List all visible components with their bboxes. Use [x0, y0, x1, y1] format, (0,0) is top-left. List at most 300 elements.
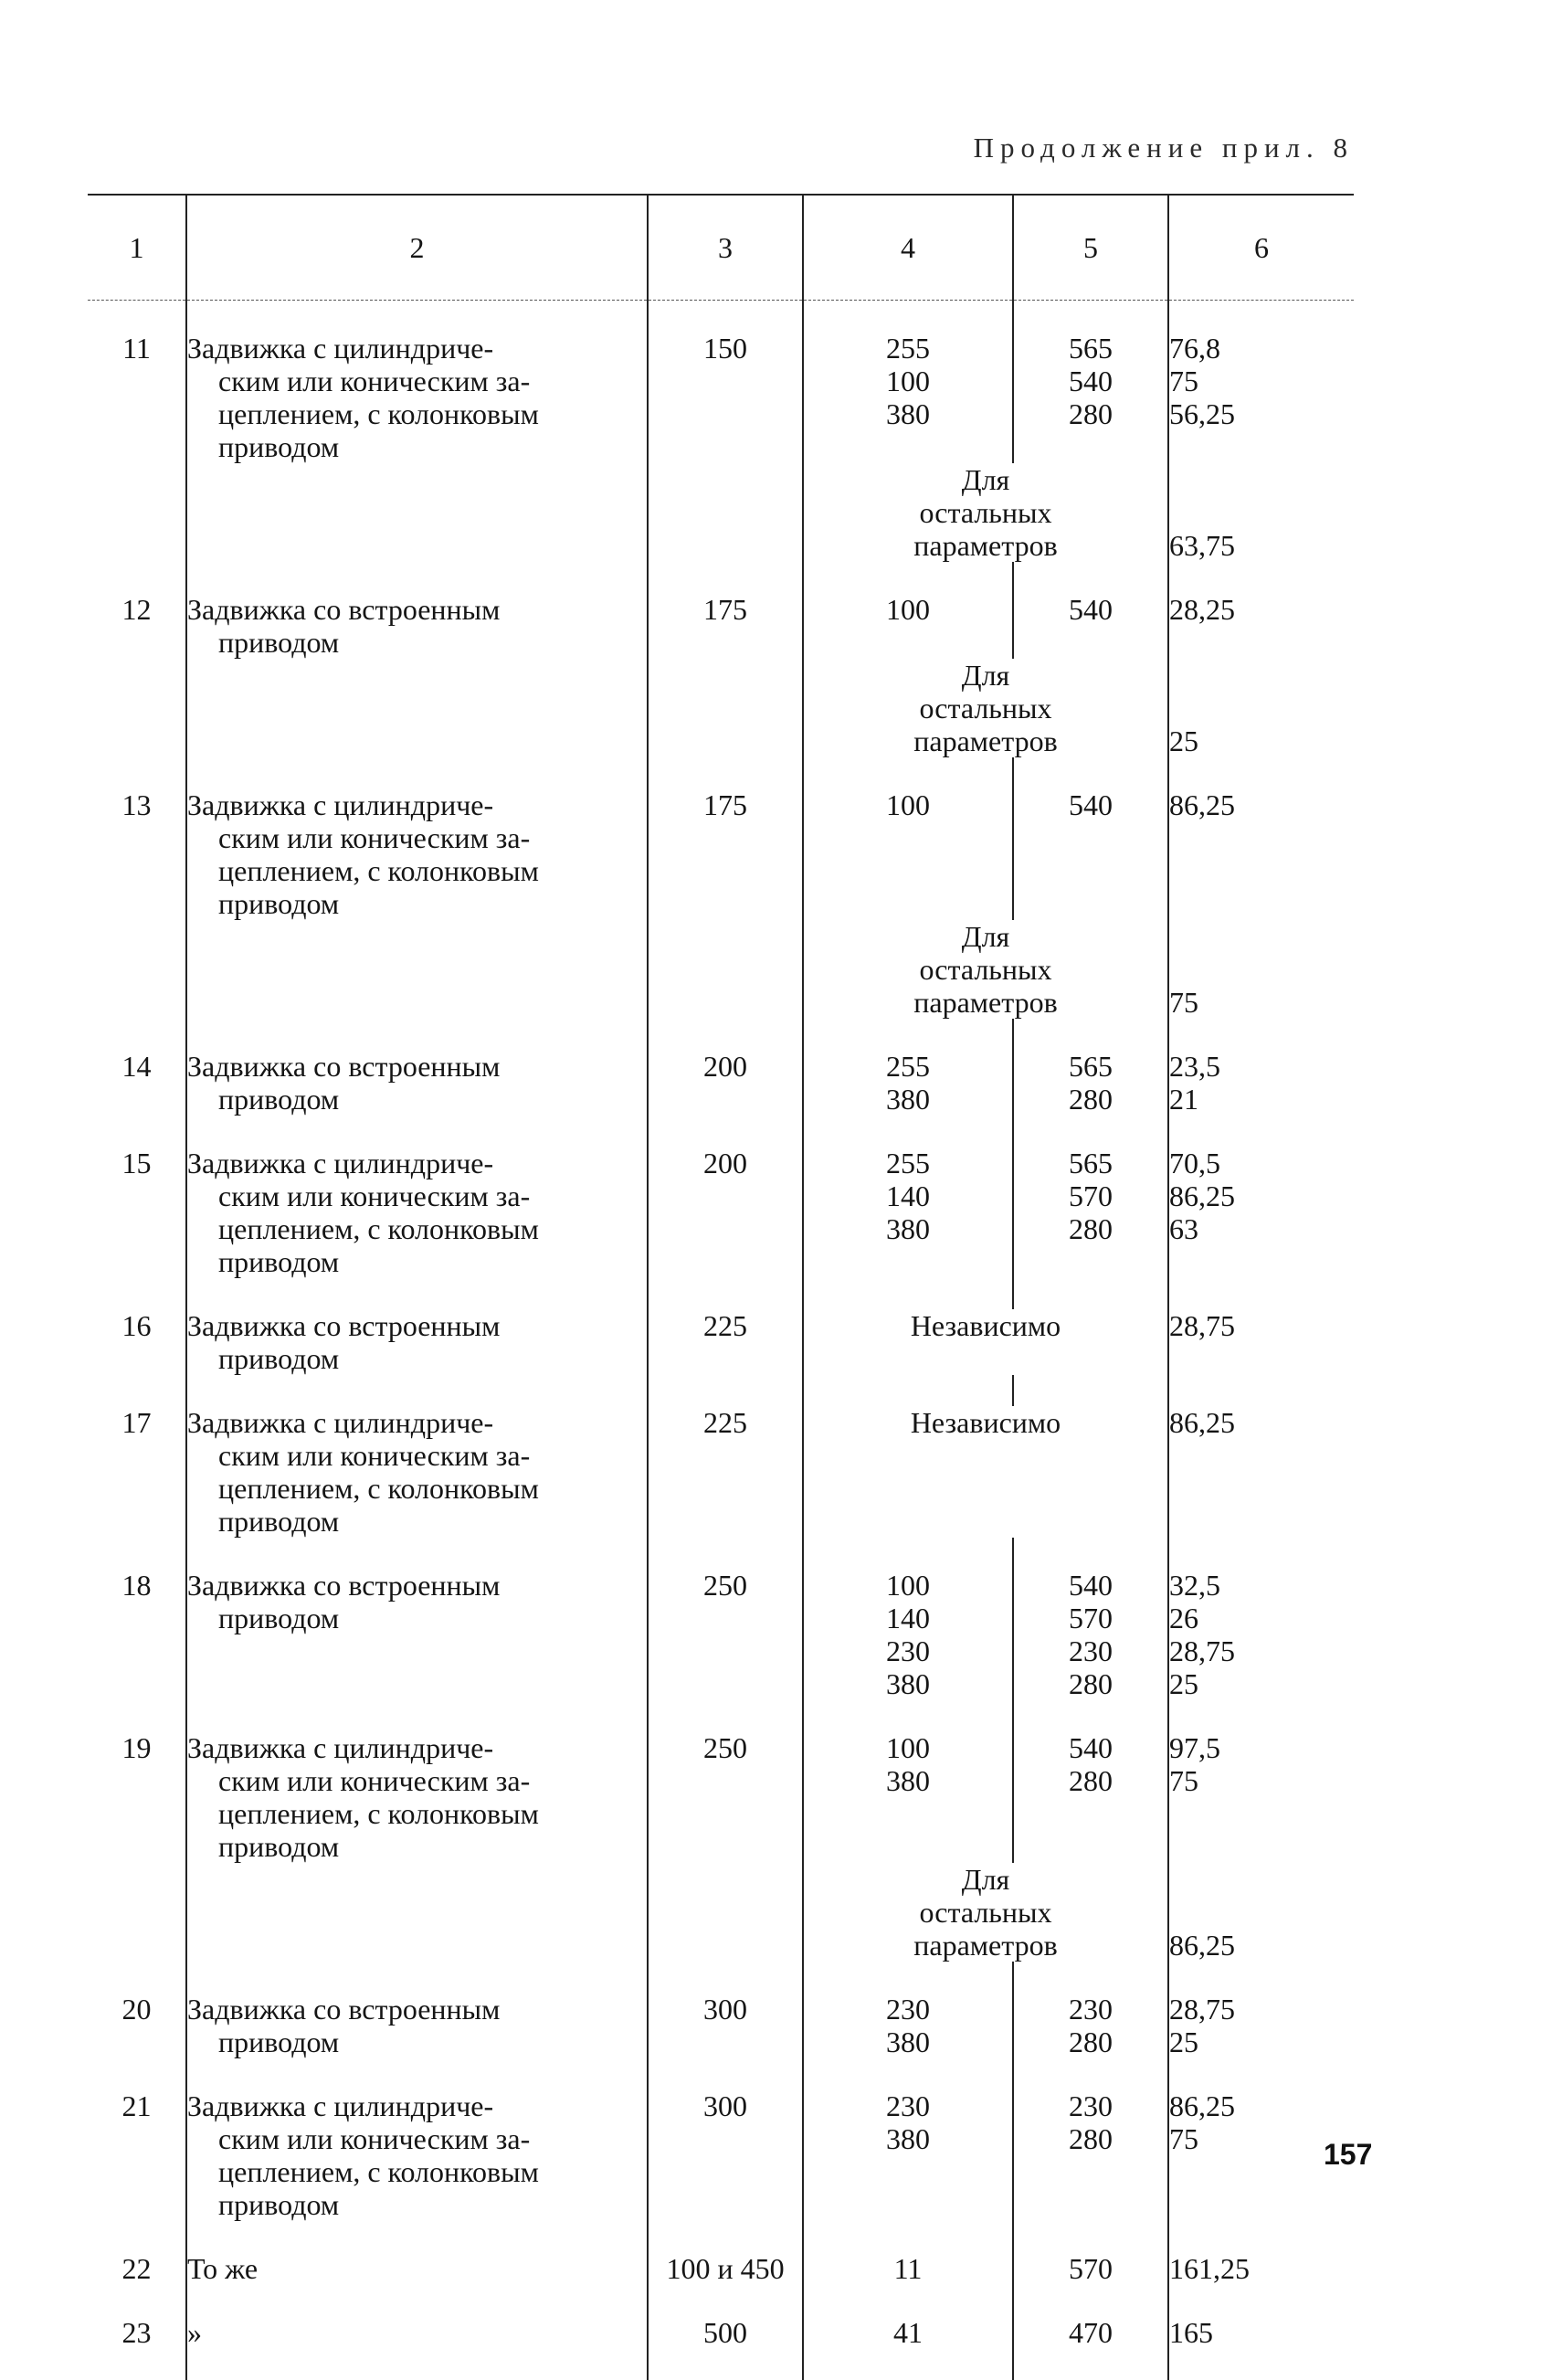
param-6-value: 76,8: [1169, 332, 1354, 365]
empty-cell: [186, 463, 648, 562]
empty-cell: [186, 1116, 648, 1147]
empty-cell: [803, 1278, 1013, 1309]
empty-cell: [186, 1700, 648, 1731]
empty-cell: [88, 920, 186, 1019]
column-header: 6: [1168, 195, 1354, 301]
param-6-cell: [1168, 593, 1354, 659]
spacer: [1169, 920, 1354, 953]
spacer-row: [88, 1700, 1354, 1731]
nominal-size-cell: [648, 1050, 803, 1116]
valve-name-line: цеплением, с колонковым: [187, 1472, 647, 1505]
param-4-value: 255: [804, 332, 1012, 365]
valve-name-line: приводом: [187, 1505, 647, 1538]
param-5-value: 230: [1014, 2089, 1167, 2122]
param-4-value: 100: [804, 1731, 1012, 1764]
valve-name-line: приводом: [187, 1342, 647, 1375]
spacer: [1169, 953, 1354, 986]
param-5-cell: [1013, 332, 1168, 463]
empty-cell: [648, 2285, 803, 2316]
empty-cell: [1168, 1019, 1354, 1050]
empty-cell: [88, 1116, 186, 1147]
row-number: 15: [88, 1147, 185, 1179]
param-5-value: 280: [1014, 1764, 1167, 1797]
empty-cell: [88, 2285, 186, 2316]
spacer-row: [88, 1116, 1354, 1147]
empty-cell: [803, 1375, 1013, 1406]
param-6-cell: [1168, 1309, 1354, 1375]
empty-cell: [186, 920, 648, 1019]
empty-cell: [1168, 2221, 1354, 2252]
nominal-size-cell: [648, 2089, 803, 2221]
other-params-note-line: остальных: [804, 496, 1167, 529]
table-row: [88, 1406, 1354, 1538]
empty-cell: [186, 2221, 648, 2252]
param-6-value: 165: [1169, 2316, 1354, 2349]
param-5-value: 230: [1014, 1634, 1167, 1667]
note-row: [88, 1863, 1354, 1962]
row-number-cell: [88, 1731, 186, 1863]
empty-cell: [803, 1700, 1013, 1731]
nominal-size-cell: [648, 1309, 803, 1375]
other-params-note-line: параметров: [804, 1929, 1167, 1962]
row-number: 16: [88, 1309, 185, 1342]
valve-name-line: приводом: [187, 1602, 647, 1634]
param-4-value: 230: [804, 1993, 1012, 2026]
param-5-value: 540: [1014, 788, 1167, 821]
independent-cell: [803, 1309, 1168, 1375]
row-number: 12: [88, 593, 185, 626]
empty-cell: [1013, 757, 1168, 788]
param-6-value: 25: [1169, 2026, 1354, 2058]
valve-name-line: ским или коническим за-: [187, 1439, 647, 1472]
valve-name-line: Задвижка с цилиндриче-: [187, 332, 647, 365]
spacer-row: [88, 1538, 1354, 1569]
nominal-size: 300: [649, 2089, 802, 2122]
param-4-cell: [803, 1993, 1013, 2058]
nominal-size-cell: [648, 332, 803, 463]
empty-cell: [803, 562, 1013, 593]
nominal-size: 300: [649, 1993, 802, 2026]
param-4-value: 140: [804, 1179, 1012, 1212]
param-4-cell: [803, 2089, 1013, 2221]
spacer: [1169, 1863, 1354, 1896]
empty-cell: [1168, 1278, 1354, 1309]
empty-cell: [1013, 2349, 1168, 2380]
empty-cell: [1168, 1700, 1354, 1731]
param-4-value: 100: [804, 593, 1012, 626]
row-number: 20: [88, 1993, 185, 2026]
param-5-value: 540: [1014, 593, 1167, 626]
valve-name-line: цеплением, с колонковым: [187, 1797, 647, 1830]
table-row: [88, 1147, 1354, 1278]
spacer-row: [88, 1962, 1354, 1993]
empty-cell: [648, 757, 803, 788]
param-6-value: 56,25: [1169, 397, 1354, 430]
table-row: [88, 1309, 1354, 1375]
param-5-cell: [1013, 1569, 1168, 1700]
row-number: 13: [88, 788, 185, 821]
valve-parameters-table: [88, 194, 1354, 2380]
valve-name-cell: [186, 1147, 648, 1278]
row-number: 23: [88, 2316, 185, 2349]
nominal-size: 500: [649, 2316, 802, 2349]
valve-name-line: приводом: [187, 626, 647, 659]
empty-cell: [648, 1863, 803, 1962]
valve-name-line: ским или коническим за-: [187, 2122, 647, 2155]
param-5-value: 470: [1014, 2316, 1167, 2349]
param-4-value: 255: [804, 1050, 1012, 1083]
empty-cell: [88, 757, 186, 788]
nominal-size-cell: [648, 1993, 803, 2058]
empty-cell: [186, 562, 648, 593]
row-number: 18: [88, 1569, 185, 1602]
empty-cell: [186, 1278, 648, 1309]
nominal-size: 250: [649, 1569, 802, 1602]
valve-name-line: »: [187, 2316, 647, 2349]
param-5-value: 230: [1014, 1993, 1167, 2026]
valve-name-line: ским или коническим за-: [187, 821, 647, 854]
spacer-row: [88, 2349, 1354, 2380]
empty-cell: [648, 920, 803, 1019]
param-6-cell: [1168, 1406, 1354, 1538]
row-number-cell: [88, 1147, 186, 1278]
param-5-cell: [1013, 1731, 1168, 1863]
param-6-value: 28,75: [1169, 1309, 1354, 1342]
param-4-cell: [803, 1050, 1013, 1116]
nominal-size: 100 и 450: [649, 2252, 802, 2285]
empty-cell: [648, 1700, 803, 1731]
valve-name-line: приводом: [187, 1830, 647, 1863]
column-header: 2: [186, 195, 648, 301]
empty-cell: [186, 1019, 648, 1050]
empty-cell: [803, 2221, 1013, 2252]
empty-cell: [648, 2058, 803, 2089]
note-row: [88, 659, 1354, 757]
spacer-row: [88, 757, 1354, 788]
valve-name-line: цеплением, с колонковым: [187, 2155, 647, 2188]
valve-name-line: Задвижка со встроенным: [187, 1050, 647, 1083]
empty-cell: [803, 757, 1013, 788]
spacer: [1169, 659, 1354, 692]
row-number-cell: [88, 1569, 186, 1700]
row-number-cell: [88, 788, 186, 920]
empty-cell: [88, 1278, 186, 1309]
row-number-cell: [88, 2089, 186, 2221]
table-row: [88, 593, 1354, 659]
empty-cell: [186, 2349, 648, 2380]
table-row: [88, 1050, 1354, 1116]
column-header: 5: [1013, 195, 1168, 301]
empty-cell: [648, 1375, 803, 1406]
empty-cell: [88, 1962, 186, 1993]
column-header: 4: [803, 195, 1013, 301]
empty-cell: [803, 1962, 1013, 1993]
nominal-size: 200: [649, 1050, 802, 1083]
valve-name-line: приводом: [187, 1083, 647, 1116]
param-5-value: 540: [1014, 1569, 1167, 1602]
empty-cell: [1013, 2221, 1168, 2252]
empty-cell: [803, 2058, 1013, 2089]
param-4-value: 380: [804, 2026, 1012, 2058]
valve-name-line: Задвижка с цилиндриче-: [187, 1147, 647, 1179]
empty-cell: [88, 2349, 186, 2380]
row-number: 17: [88, 1406, 185, 1439]
valve-name-cell: [186, 788, 648, 920]
other-params-note-cell: [803, 659, 1168, 757]
param-6-value: 75: [1169, 365, 1354, 397]
empty-cell: [88, 1538, 186, 1569]
row-number-cell: [88, 2316, 186, 2349]
empty-cell: [186, 757, 648, 788]
empty-cell: [648, 2349, 803, 2380]
other-params-note-line: параметров: [804, 529, 1167, 562]
valve-name-line: Задвижка с цилиндриче-: [187, 1731, 647, 1764]
nominal-size-cell: [648, 1406, 803, 1538]
empty-cell: [1168, 2058, 1354, 2089]
valve-name-line: цеплением, с колонковым: [187, 854, 647, 887]
param-5-value: 565: [1014, 332, 1167, 365]
param-4-value: 230: [804, 1634, 1012, 1667]
param-6-cell: [1168, 2316, 1354, 2349]
independent-note: Независимо: [804, 1406, 1167, 1439]
param-6-value: 28,75: [1169, 1993, 1354, 2026]
spacer-row: [88, 562, 1354, 593]
spacer: [1169, 1896, 1354, 1929]
note-row: [88, 463, 1354, 562]
empty-cell: [1168, 1375, 1354, 1406]
nominal-size: 150: [649, 332, 802, 365]
param-5-cell: [1013, 593, 1168, 659]
valve-name-line: Задвижка со встроенным: [187, 593, 647, 626]
other-params-note-line: Для: [804, 1863, 1167, 1896]
param-5-value: 570: [1014, 1179, 1167, 1212]
other-params-note-line: Для: [804, 659, 1167, 692]
empty-cell: [648, 1116, 803, 1147]
param-5-cell: [1013, 2089, 1168, 2221]
nominal-size-cell: [648, 593, 803, 659]
param-6-value: 86,25: [1169, 1406, 1354, 1439]
row-number-cell: [88, 1050, 186, 1116]
param-5-value: 540: [1014, 365, 1167, 397]
param-4-value: 41: [804, 2316, 1012, 2349]
valve-name-cell: [186, 1050, 648, 1116]
param-4-value: 100: [804, 1569, 1012, 1602]
empty-cell: [1013, 1700, 1168, 1731]
valve-name-cell: [186, 1406, 648, 1538]
empty-cell: [1168, 2285, 1354, 2316]
spacer-row: [88, 2058, 1354, 2089]
empty-cell: [1168, 562, 1354, 593]
param-6-note-cell: [1168, 659, 1354, 757]
valve-name-cell: [186, 1993, 648, 2058]
param-6-value: 28,25: [1169, 593, 1354, 626]
valve-name-line: ским или коническим за-: [187, 1764, 647, 1797]
empty-cell: [803, 1019, 1013, 1050]
nominal-size-cell: [648, 788, 803, 920]
valve-name-line: приводом: [187, 887, 647, 920]
param-4-cell: [803, 1147, 1013, 1278]
table-row: [88, 332, 1354, 463]
param-6-value: 26: [1169, 1602, 1354, 1634]
other-params-note-line: остальных: [804, 692, 1167, 725]
param-6-value: 161,25: [1169, 2252, 1354, 2285]
empty-cell: [803, 2285, 1013, 2316]
empty-cell: [1013, 562, 1168, 593]
valve-name-cell: [186, 332, 648, 463]
spacer-row: [88, 2221, 1354, 2252]
param-6-note-cell: [1168, 920, 1354, 1019]
valve-name-line: Задвижка со встроенным: [187, 1993, 647, 2026]
spacer-row: [88, 1278, 1354, 1309]
empty-cell: [186, 1962, 648, 1993]
empty-cell: [1168, 757, 1354, 788]
param-4-cell: [803, 788, 1013, 920]
param-5-cell: [1013, 1050, 1168, 1116]
nominal-size: 225: [649, 1406, 802, 1439]
valve-name-line: Задвижка со встроенным: [187, 1569, 647, 1602]
row-number-cell: [88, 1993, 186, 2058]
empty-cell: [648, 659, 803, 757]
table-row: [88, 788, 1354, 920]
param-4-value: 380: [804, 1764, 1012, 1797]
param-6-cell: [1168, 1731, 1354, 1863]
valve-name-cell: [186, 2089, 648, 2221]
valve-name-line: ским или коническим за-: [187, 365, 647, 397]
param-4-cell: [803, 1731, 1013, 1863]
empty-cell: [88, 562, 186, 593]
param-6-value: 70,5: [1169, 1147, 1354, 1179]
valve-name-line: цеплением, с колонковым: [187, 397, 647, 430]
table-row: [88, 2089, 1354, 2221]
empty-cell: [1168, 2349, 1354, 2380]
param-4-value: 380: [804, 2122, 1012, 2155]
row-number: 22: [88, 2252, 185, 2285]
other-params-note-line: Для: [804, 920, 1167, 953]
column-header: 1: [88, 195, 186, 301]
param-5-value: 570: [1014, 1602, 1167, 1634]
param-6-value: 28,75: [1169, 1634, 1354, 1667]
row-number-cell: [88, 1309, 186, 1375]
param-6-value: 63: [1169, 1212, 1354, 1245]
empty-cell: [88, 463, 186, 562]
valve-name-cell: [186, 1569, 648, 1700]
param-4-cell: [803, 593, 1013, 659]
param-4-value: 380: [804, 397, 1012, 430]
param-6-value: 25: [1169, 1667, 1354, 1700]
param-6-other-value: 86,25: [1169, 1929, 1354, 1962]
row-number-cell: [88, 1406, 186, 1538]
param-6-value: 75: [1169, 2122, 1354, 2155]
independent-note: Независимо: [804, 1309, 1167, 1342]
nominal-size: 200: [649, 1147, 802, 1179]
empty-cell: [1168, 1538, 1354, 1569]
table-row: [88, 2316, 1354, 2349]
empty-cell: [1013, 2058, 1168, 2089]
param-6-cell: [1168, 1569, 1354, 1700]
row-number-cell: [88, 332, 186, 463]
nominal-size-cell: [648, 2316, 803, 2349]
param-5-value: 280: [1014, 1212, 1167, 1245]
other-params-note-cell: [803, 463, 1168, 562]
param-5-value: 280: [1014, 397, 1167, 430]
note-row: [88, 920, 1354, 1019]
param-5-cell: [1013, 1147, 1168, 1278]
empty-cell: [648, 463, 803, 562]
empty-cell: [88, 659, 186, 757]
valve-name-line: Задвижка с цилиндриче-: [187, 2089, 647, 2122]
empty-cell: [648, 1278, 803, 1309]
valve-name-cell: [186, 593, 648, 659]
param-5-value: 280: [1014, 2122, 1167, 2155]
empty-cell: [803, 1538, 1013, 1569]
nominal-size-cell: [648, 1147, 803, 1278]
spacer: [1169, 692, 1354, 725]
param-6-other-value: 25: [1169, 725, 1354, 757]
table-row: [88, 1569, 1354, 1700]
row-number: 11: [88, 332, 185, 365]
param-6-cell: [1168, 1147, 1354, 1278]
empty-cell: [88, 1700, 186, 1731]
param-6-value: 97,5: [1169, 1731, 1354, 1764]
param-6-value: 32,5: [1169, 1569, 1354, 1602]
other-params-note-cell: [803, 1863, 1168, 1962]
valve-name-line: ским или коническим за-: [187, 1179, 647, 1212]
empty-cell: [88, 1863, 186, 1962]
valve-name-line: приводом: [187, 430, 647, 463]
param-5-value: 280: [1014, 2026, 1167, 2058]
spacer-row: [88, 1019, 1354, 1050]
empty-cell: [88, 2221, 186, 2252]
empty-cell: [88, 1019, 186, 1050]
empty-cell: [648, 1962, 803, 1993]
param-6-value: 86,25: [1169, 2089, 1354, 2122]
nominal-size: 225: [649, 1309, 802, 1342]
empty-cell: [648, 1019, 803, 1050]
empty-cell: [648, 1538, 803, 1569]
empty-cell: [1013, 1538, 1168, 1569]
param-6-cell: [1168, 1050, 1354, 1116]
param-5-cell: [1013, 2316, 1168, 2349]
independent-cell: [803, 1406, 1168, 1538]
valve-name-line: приводом: [187, 2188, 647, 2221]
table-body: [88, 301, 1354, 2380]
valve-name-line: цеплением, с колонковым: [187, 1212, 647, 1245]
param-4-cell: [803, 1569, 1013, 1700]
param-5-value: 565: [1014, 1147, 1167, 1179]
param-4-value: 230: [804, 2089, 1012, 2122]
param-6-value: 21: [1169, 1083, 1354, 1116]
empty-cell: [186, 659, 648, 757]
param-6-note-cell: [1168, 1863, 1354, 1962]
spacer-row: [88, 1375, 1354, 1406]
param-5-value: 570: [1014, 2252, 1167, 2285]
nominal-size: 175: [649, 593, 802, 626]
param-6-note-cell: [1168, 463, 1354, 562]
spacer-row: [88, 2285, 1354, 2316]
param-6-cell: [1168, 1993, 1354, 2058]
param-6-value: 23,5: [1169, 1050, 1354, 1083]
param-4-value: 380: [804, 1212, 1012, 1245]
other-params-note-cell: [803, 920, 1168, 1019]
param-6-value: 86,25: [1169, 1179, 1354, 1212]
valve-name-line: приводом: [187, 2026, 647, 2058]
valve-name-cell: [186, 1731, 648, 1863]
param-5-value: 280: [1014, 1667, 1167, 1700]
empty-cell: [1013, 1375, 1168, 1406]
param-4-value: 140: [804, 1602, 1012, 1634]
other-params-note-line: остальных: [804, 953, 1167, 986]
other-params-note-line: параметров: [804, 725, 1167, 757]
